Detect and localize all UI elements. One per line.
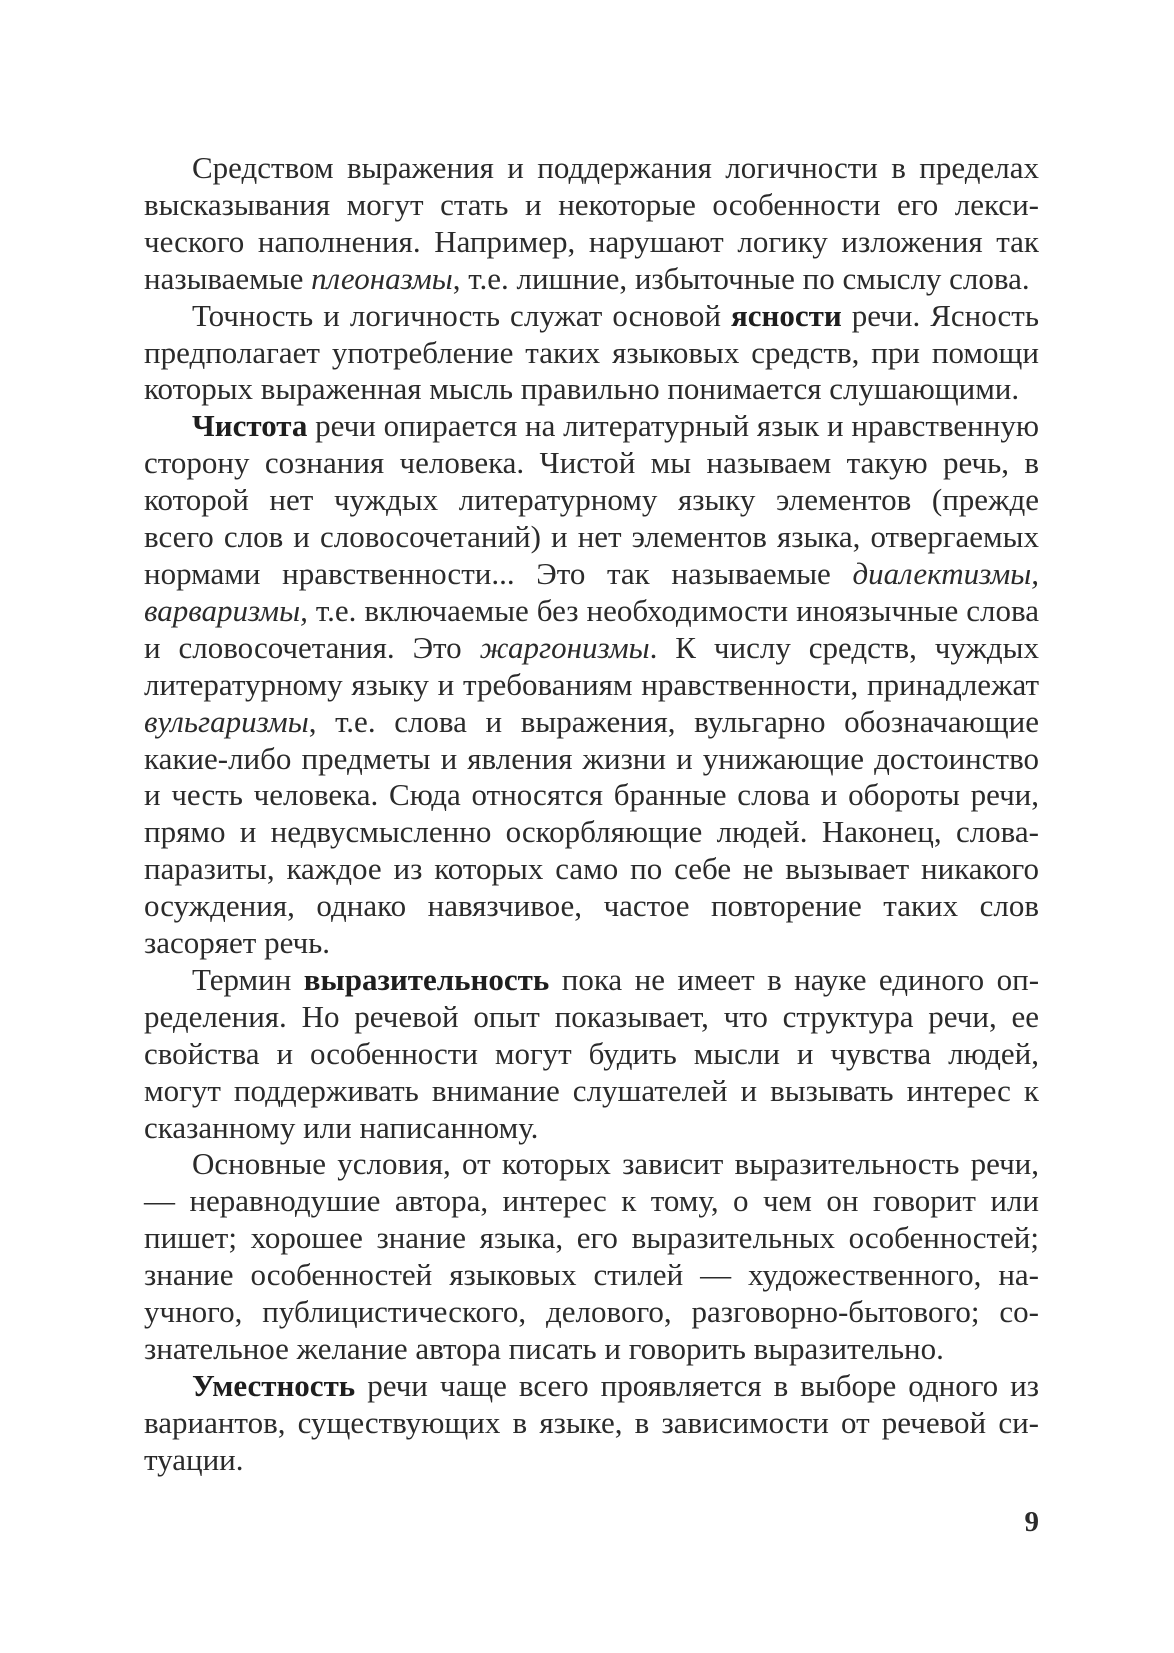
term-dialectisms: диалектизмы, варваризмы, — [144, 555, 1039, 628]
text-run: речи чаще всего проявляется в выборе одного из вариантов, существующих в языке, в зависимости от речевой ситуации. — [144, 1367, 1039, 1477]
paragraph-appropriateness — [144, 1368, 1039, 1479]
term-appropriateness: Уместность — [192, 1367, 356, 1403]
body-text — [144, 150, 1039, 1479]
term-clarity: ясности — [731, 297, 842, 333]
text-run: . К числу средств, чуждых литературному языку и требованиям нравственности, принадлежат — [144, 629, 1039, 702]
paragraph-conditions — [144, 1146, 1039, 1367]
term-expressiveness: выразительность — [303, 961, 550, 997]
term-pleonasms: плеоназмы — [311, 260, 453, 296]
text-run: , т.е. лишние, избыточные по смыслу слова. — [452, 260, 1030, 296]
text-run: речи. Ясность предполагает употребление таких языковых средств, при помощи которых выраженная мысль правильно понимается слушающими. — [144, 297, 1039, 407]
paragraph-clarity — [144, 298, 1039, 409]
text-run: речи опирается на литературный язык и нравственную сторону сознания человека. Чистой мы называем такую речь, в которой нет чуждых литературному языку элементов (прежде всего слов и словосочетаний) и нет элементов языка, отвергаемых нормами нравственности... Это так называемые — [144, 408, 1039, 591]
text-run: Основные условия, от которых зависит выразительность речи, — неравнодушие автора, интерес к тому, о чем он говорит или пишет; хорошее знание языка, его выразительных особенностей; знание особенностей языковых стилей — художественного, научного, публицистического, делового, разговорно-бытового; сознательное желание автора писать и говорить выразительно. — [144, 1146, 1039, 1366]
text-run: Термин — [192, 961, 304, 997]
text-run: , т.е. слова и выражения, вульгарно обозначающие какие-либо предметы и явления жизни и унижающие достоинство и честь человека. Сюда относятся бранные слова и обороты речи, прямо и недвусмысленно оскорбляющие людей. Наконец, слова-паразиты, каждое из которых само по себе не вызывает никакого осуждения, однако навязчивое, частое повторение таких слов засоряет речь. — [144, 703, 1039, 961]
paragraph-pleonasms — [144, 150, 1039, 298]
page-number: 9 — [1024, 1506, 1039, 1538]
text-run: Точность и логичность служат основой — [192, 297, 732, 333]
text-run: т.е. включаемые без необходимости иноязычные слова и словосочетания. Это — [144, 592, 1039, 665]
text-run: пока не имеет в науке единого определения. Но речевой опыт показывает, что структура речи, ее свойства и особенности могут будить мысли и чувства людей, могут поддерживать внимание слушателей и вызывать интерес к сказанному или написанному. — [144, 961, 1040, 1145]
term-vulgarisms: вульгаризмы — [144, 703, 309, 739]
term-jargonisms: жаргонизмы — [479, 629, 650, 665]
term-purity: Чистота — [192, 408, 308, 444]
text-run: Средством выражения и поддержания логичности в пределах высказывания могут стать и некоторые особенности его лексического наполнения. Например, нарушают логику изложения так называемые — [144, 150, 1039, 296]
paragraph-expressiveness — [144, 962, 1039, 1147]
paragraph-purity — [144, 408, 1039, 962]
